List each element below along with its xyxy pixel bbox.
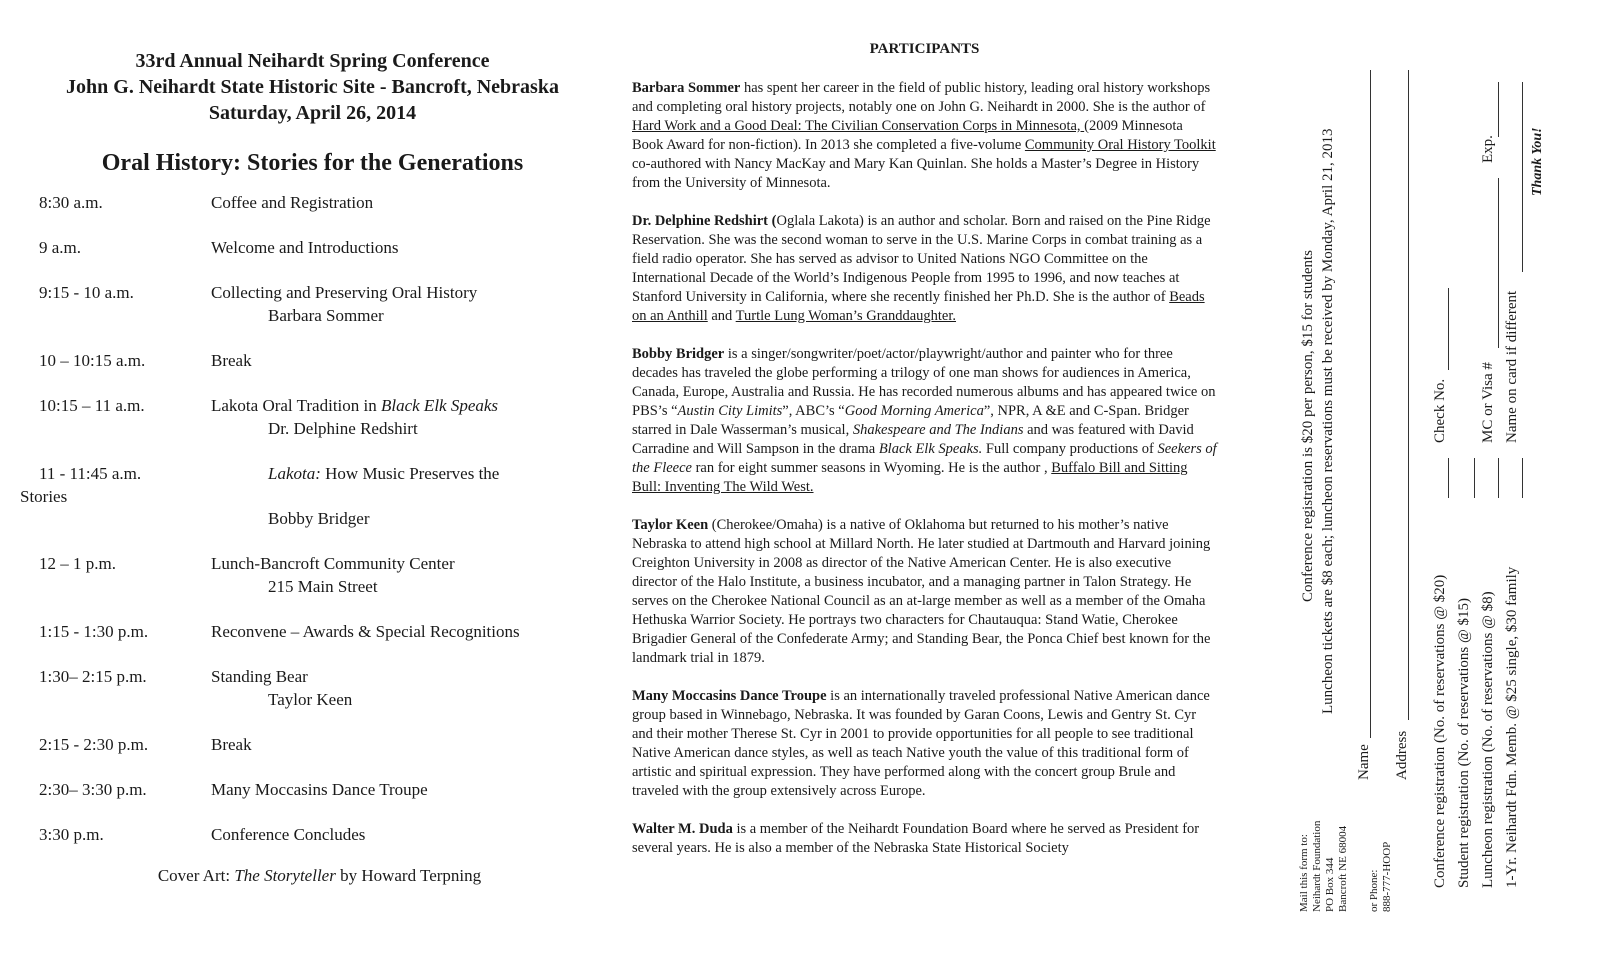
schedule-event: Coffee and Registration — [211, 193, 374, 212]
luncheon-registration-field[interactable] — [1498, 458, 1499, 498]
participant-name: Taylor Keen — [632, 517, 709, 533]
show-title: Good Morning America — [844, 403, 984, 419]
schedule-time: 3:30 p.m. — [39, 825, 104, 844]
show-title: Austin City Limits — [677, 403, 783, 419]
card-number-field[interactable] — [1498, 178, 1499, 348]
schedule-speaker: 215 Main Street — [268, 577, 378, 596]
bio-text: ”, NPR, A &E and C-Span. Bridger starred in Dale Wasserman’s musical, — [632, 403, 1189, 438]
card-number-label: MC or Visa # — [1480, 362, 1496, 443]
mail-line: Neihardt Foundation — [1311, 820, 1323, 912]
bio-moccasins — [632, 687, 1217, 801]
conference-theme: Oral History: Stories for the Generations — [101, 150, 524, 176]
schedule-row — [20, 823, 605, 846]
participant-name: Barbara Sommer — [632, 80, 741, 96]
conference-registration-field[interactable] — [1448, 458, 1449, 498]
schedule-speaker: Bobby Bridger — [268, 509, 370, 528]
schedule-event-block — [211, 552, 605, 598]
schedule-event: Break — [211, 735, 252, 754]
name-on-card-field[interactable] — [1522, 82, 1523, 272]
mail-address-block — [1298, 821, 1350, 912]
schedule-time-block — [20, 462, 211, 530]
bio-text: Oglala Lakota) is an author and scholar. Born and raised on the Pine Ridge Reservation. She was the second woman to serve in the U.S. Marine Corps in combat training as a field radio operator. She has served as advisor to United Nations NGO Committee on the International Decade of the World’s Indigenous People from 1995 to 1996, and now teaches at Stanford University in California, where she recently finished her Ph.D. She is the author of — [632, 213, 1211, 305]
cover-prefix: Cover Art: — [157, 866, 235, 885]
luncheon-note: Luncheon tickets are $8 each; luncheon reservations must be received by Monday, April 21, 2013 — [1320, 128, 1336, 714]
phone-number: 888-777-HOOP — [1381, 841, 1393, 912]
schedule-time: 8:30 a.m. — [39, 193, 103, 212]
book-title: Turtle Lung Woman’s Granddaughter. — [735, 308, 957, 324]
student-registration-field[interactable] — [1474, 458, 1475, 498]
thank-you: Thank You! — [1530, 127, 1545, 196]
conference-registration-label: Conference registration (No. of reservations @ $20) — [1432, 574, 1448, 888]
conference-date: Saturday, April 26, 2014 — [208, 102, 417, 124]
schedule-time: 10:15 – 11 a.m. — [39, 396, 145, 415]
schedule-event-block — [211, 281, 605, 327]
bio-bridger — [632, 345, 1217, 497]
schedule-event: Collecting and Preserving Oral History — [211, 283, 478, 302]
schedule-event: Lunch-Bancroft Community Center — [211, 554, 455, 573]
expiry-field[interactable] — [1498, 82, 1499, 137]
schedule-speaker: Dr. Delphine Redshirt — [268, 419, 418, 438]
check-number-label: Check No. — [1432, 378, 1448, 443]
cover-art-credit — [34, 866, 605, 886]
book-title: Community Oral History Toolkit — [1024, 137, 1216, 153]
event-text: Lakota Oral Tradition in — [211, 396, 381, 415]
mail-line: Mail this form to: — [1298, 834, 1310, 912]
bio-text: is an internationally traveled professional Native American dance group based in Winnebago, Nebraska. It was founded by Garan Coons, Lewis and Gentry St. Cyr and their mother Therese St. Cyr in 2001 to provide opportunities for all people to see traditional Native American dance styles, as well as teach Native youth the value of this traditional form of artistic and spiritual expression. They have performed along with the concert group Brule and traveled with the group extensively across Europe. — [632, 688, 1210, 799]
check-number-field[interactable] — [1448, 288, 1449, 370]
address-label: Address — [1394, 730, 1410, 780]
schedule-event-block — [211, 462, 605, 530]
schedule-speaker: Barbara Sommer — [268, 306, 384, 325]
show-title: Shakespeare and The Indians — [852, 422, 1024, 438]
book-title: Buffalo Bill and Sitting Bull: Inventing The Wild West. — [632, 460, 1188, 495]
schedule — [20, 191, 605, 846]
schedule-event-block — [211, 665, 605, 711]
membership-field[interactable] — [1522, 458, 1523, 498]
schedule-row — [20, 552, 605, 598]
schedule-time: 2:30– 3:30 p.m. — [39, 780, 147, 799]
bio-text: ”, ABC’s “ — [782, 403, 845, 419]
participant-name: Dr. Delphine Redshirt ( — [632, 213, 777, 229]
mail-line: Bancroft NE 68004 — [1337, 825, 1349, 912]
bio-text: Full company productions of — [982, 441, 1158, 457]
schedule-row — [20, 733, 605, 756]
name-on-card-label: Name on card if different — [1504, 290, 1520, 443]
luncheon-registration-label: Luncheon registration (No. of reservations @ $8) — [1480, 591, 1496, 888]
registration-form — [1260, 60, 1590, 920]
name-label: Name — [1356, 744, 1372, 780]
schedule-event: Break — [211, 351, 252, 370]
participants-column — [632, 40, 1217, 877]
schedule-row — [20, 778, 605, 801]
schedule-event: Standing Bear — [211, 667, 308, 686]
book-title: Black Elk Speaks — [380, 396, 499, 415]
price-note: Conference registration is $20 per person, $15 for students — [1300, 250, 1316, 602]
participant-name: Walter M. Duda — [632, 821, 733, 837]
conference-title: 33rd Annual Neihardt Spring Conference — [135, 50, 490, 72]
schedule-row — [20, 191, 605, 214]
student-registration-label: Student registration (No. of reservations @ $15) — [1456, 597, 1472, 888]
participants-heading: PARTICIPANTS — [869, 41, 980, 57]
bio-text: ran for eight summer seasons in Wyoming. He is the author , — [691, 460, 1052, 476]
participant-name: Bobby Bridger — [632, 346, 725, 362]
program-column — [20, 48, 605, 886]
schedule-event — [211, 394, 605, 417]
schedule-time: 9:15 - 10 a.m. — [39, 283, 134, 302]
bio-sommer — [632, 79, 1217, 193]
cover-suffix: by Howard Terpning — [335, 866, 482, 885]
bio-text: and was featured with David Carradine and Will Sampson in the drama — [632, 422, 1194, 457]
bio-text: (Cherokee/Omaha) is a native of Oklahoma but returned to his mother’s native Nebraska to attend high school at Millard North. He later studied at Dartmouth and Harvard joining Creighton University in 2008 as director of the Native American Center. He is also executive director of the Halo Institute, a business incubator, and a managing partner in Talon Strategy. He serves on the Cherokee National Council as an at-large member as well as a member of the Omaha Hethuska Warrior Society. He portrays two characters for Chautauqua: Stand Watie, Cherokee Brigadier General of the Confederate Army; and Standing Bear, the Ponca Chief best known for the landmark trial in 1879. — [632, 517, 1211, 666]
schedule-time: 2:15 - 2:30 p.m. — [39, 735, 149, 754]
schedule-event: Conference Concludes — [211, 825, 366, 844]
participant-name: Many Moccasins Dance Troupe — [632, 688, 827, 704]
schedule-event: Many Moccasins Dance Troupe — [211, 780, 428, 799]
event-emphasis: Lakota: — [268, 464, 321, 483]
schedule-row — [20, 462, 605, 530]
bio-keen — [632, 516, 1217, 668]
conference-location: John G. Neihardt State Historic Site - Bancroft, Nebraska — [66, 76, 559, 98]
schedule-row — [20, 281, 605, 327]
schedule-event — [211, 462, 605, 485]
schedule-row — [20, 236, 605, 259]
book-title: Hard Work and a Good Deal: The Civilian Conservation Corps in Minnesota, — [632, 118, 1085, 134]
schedule-event: Welcome and Introductions — [211, 238, 399, 257]
bio-text: co-authored with Nancy MacKay and Mary Kan Quinlan. She holds a Master’s Degree in History from the University of Minnesota. — [632, 156, 1200, 191]
schedule-time: 10 – 10:15 a.m. — [39, 351, 146, 370]
schedule-event: Reconvene – Awards & Special Recognitions — [211, 622, 520, 641]
schedule-row — [20, 620, 605, 643]
bio-text: (2009 Minnesota Book Award for non-fiction). In 2013 she completed a five-volume — [632, 118, 1183, 153]
book-title: Beads on an Anthill — [632, 289, 1205, 324]
expiry-label: Exp. — [1480, 135, 1496, 163]
schedule-time: 11 - 11:45 a.m. — [39, 464, 142, 483]
bio-text: and — [707, 308, 736, 324]
event-text: How Music Preserves the — [320, 464, 500, 483]
schedule-time: 1:30– 2:15 p.m. — [39, 667, 147, 686]
bio-redshirt — [632, 212, 1217, 326]
name-field[interactable] — [1370, 70, 1371, 738]
schedule-row — [20, 665, 605, 711]
schedule-event-continuation: Stories — [20, 487, 68, 506]
schedule-time: 9 a.m. — [39, 238, 82, 257]
phone-label: or Phone: — [1368, 869, 1380, 912]
address-field[interactable] — [1408, 70, 1409, 720]
schedule-event-block — [211, 394, 605, 440]
bio-text: is a singer/songwriter/poet/actor/playwright/author and painter who for three decades has traveled the globe performing a trilogy of one man shows for audiences in America, Canada, Europe, Australia and Russia. He has recorded numerous albums and has appeared twice on PBS’s “ — [632, 346, 1216, 419]
show-title: Seekers of the Fleece — [632, 441, 1217, 476]
membership-label: 1-Yr. Neihardt Fdn. Memb. @ $25 single, $30 family — [1504, 566, 1520, 888]
bio-duda — [632, 820, 1217, 858]
show-title: Black Elk Speaks. — [878, 441, 983, 457]
schedule-time: 1:15 - 1:30 p.m. — [39, 622, 149, 641]
schedule-time: 12 – 1 p.m. — [39, 554, 116, 573]
bio-text: has spent her career in the field of public history, leading oral history workshops and completing oral history projects, notably one on John G. Neihardt in 2000. She is the author of — [632, 80, 1211, 115]
phone-block — [1368, 842, 1394, 912]
bio-text: is a member of the Neihardt Foundation Board where he served as President for several years. He is also a member of the Nebraska State Historical Society — [632, 821, 1200, 856]
mail-line: PO Box 344 — [1324, 857, 1336, 912]
schedule-row — [20, 394, 605, 440]
schedule-speaker: Taylor Keen — [268, 690, 353, 709]
schedule-row — [20, 349, 605, 372]
cover-title: The Storyteller — [234, 866, 336, 885]
